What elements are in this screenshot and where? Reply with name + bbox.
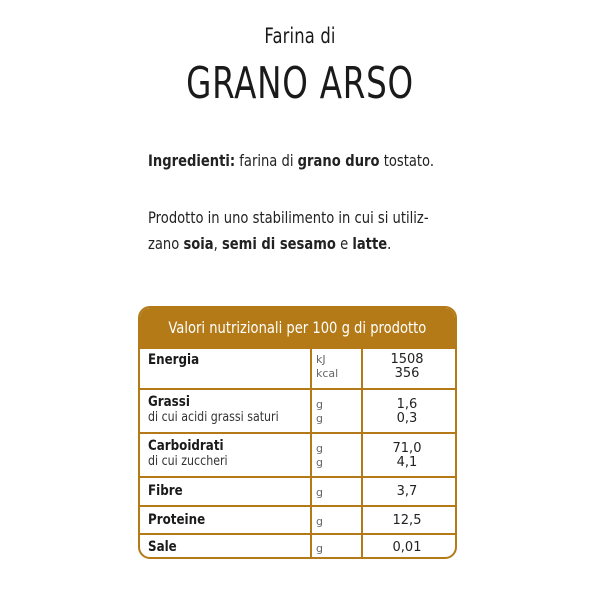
- nutrient-name: Grassi: [148, 394, 190, 410]
- nutrient-unit: g: [316, 412, 323, 425]
- nutrient-unit: g: [316, 515, 323, 528]
- allergens-paragraph: [148, 205, 448, 257]
- allergen-latte: latte: [352, 234, 388, 253]
- nutrient-value: 1508: [390, 352, 424, 367]
- nutrient-value: 71,0: [392, 441, 422, 456]
- nutrient-value: 1,6: [396, 397, 418, 412]
- nutrient-unit: g: [316, 486, 323, 499]
- allergens-sep-1: ,: [213, 234, 222, 253]
- nutrient-name: Energia: [148, 352, 200, 368]
- product-subtitle: Farina di: [264, 24, 336, 48]
- nutrient-value: 0,01: [392, 540, 422, 555]
- nutrient-subname: di cui zuccheri: [148, 454, 228, 469]
- nutrient-unit: g: [316, 542, 323, 555]
- ingredients-text-1: farina di: [235, 151, 298, 170]
- nutrition-table-header-text: Valori nutrizionali per 100 g di prodotto: [168, 318, 427, 337]
- product-title: GRANO ARSO: [186, 58, 414, 109]
- nutrient-value: 3,7: [396, 484, 418, 499]
- allergens-line-1: Prodotto in uno stabilimento in cui si utiliz-: [148, 208, 429, 227]
- table-row: [140, 505, 455, 533]
- nutrient-unit: g: [316, 398, 323, 411]
- table-row: [140, 476, 455, 505]
- nutrient-name: Sale: [148, 539, 177, 555]
- table-row: [140, 388, 455, 432]
- nutrient-unit: g: [316, 456, 323, 469]
- nutrient-subname: di cui acidi grassi saturi: [148, 410, 279, 425]
- ingredients-bold-1: grano duro: [297, 151, 380, 170]
- nutrient-value: 0,3: [396, 411, 418, 426]
- nutrient-unit: g: [316, 442, 323, 455]
- nutrient-value: 12,5: [392, 513, 422, 528]
- nutrition-table: [138, 306, 457, 559]
- nutrient-name: Fibre: [148, 483, 183, 499]
- ingredients-paragraph: [148, 148, 448, 174]
- allergens-line-2: [148, 231, 394, 257]
- nutrient-unit: kJ: [316, 353, 326, 366]
- nutrient-value: 356: [394, 366, 420, 381]
- table-row: [140, 347, 455, 388]
- ingredients-text-2: tostato.: [379, 151, 435, 170]
- allergens-end: .: [387, 234, 392, 253]
- nutrient-value: 4,1: [396, 455, 418, 470]
- allergens-prefix: zano: [148, 234, 184, 253]
- table-row: [140, 533, 455, 559]
- nutrient-name: Carboidrati: [148, 438, 224, 454]
- allergen-soia: soia: [183, 234, 214, 253]
- nutrition-table-header: [140, 308, 455, 347]
- allergens-sep-2: e: [335, 234, 353, 253]
- table-row: [140, 432, 455, 476]
- ingredients-label: Ingredienti:: [148, 151, 236, 170]
- allergen-sesamo: semi di sesamo: [221, 234, 336, 253]
- nutrient-unit: kcal: [316, 367, 339, 380]
- nutrient-name: Proteine: [148, 512, 206, 528]
